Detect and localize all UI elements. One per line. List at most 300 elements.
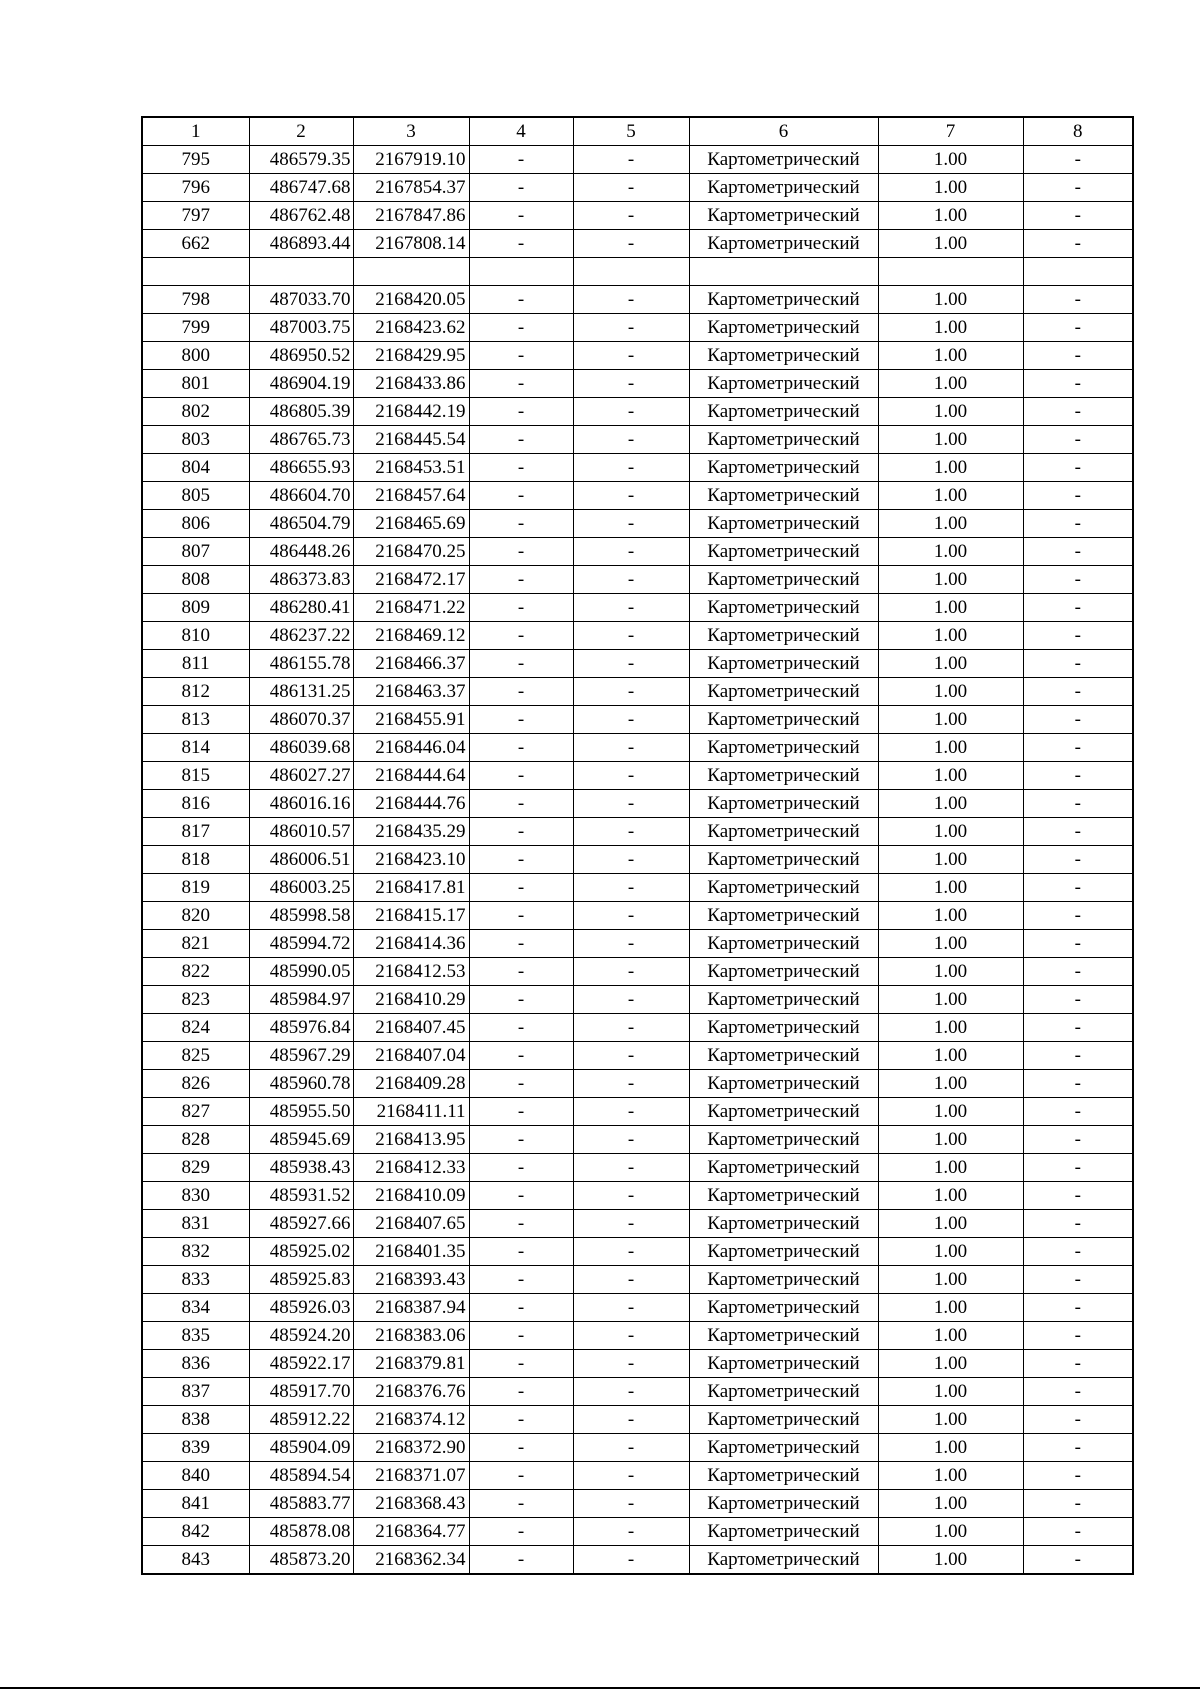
col5-cell: - [573,818,689,846]
table-row [142,1182,1133,1210]
accuracy-cell: 1.00 [878,174,1023,202]
col5-cell: - [573,1266,689,1294]
x-coordinate-cell: 485878.08 [249,1518,353,1546]
col8-cell: - [1023,230,1133,258]
col5-cell: - [573,370,689,398]
x-coordinate-cell: 485904.09 [249,1434,353,1462]
method-cell: Картометрический [689,1294,878,1322]
table-row [142,314,1133,342]
method-cell: Картометрический [689,930,878,958]
col8-cell: - [1023,678,1133,706]
method-cell: Картометрический [689,370,878,398]
col8-cell: - [1023,734,1133,762]
accuracy-cell: 1.00 [878,1182,1023,1210]
y-coordinate-cell: 2168412.33 [353,1154,469,1182]
x-coordinate-cell: 485960.78 [249,1070,353,1098]
col8-cell: - [1023,762,1133,790]
table-row [142,230,1133,258]
table-row [142,286,1133,314]
table-blank-row [142,258,1133,286]
point-number-cell: 843 [142,1546,249,1575]
x-coordinate-cell: 486762.48 [249,202,353,230]
method-cell: Картометрический [689,1546,878,1575]
col5-cell: - [573,286,689,314]
method-cell: Картометрический [689,454,878,482]
point-number-cell: 811 [142,650,249,678]
y-coordinate-cell: 2168412.53 [353,958,469,986]
point-number-cell: 831 [142,1210,249,1238]
col8-cell: - [1023,1182,1133,1210]
column-header: 7 [878,117,1023,146]
col8-cell: - [1023,594,1133,622]
col4-cell: - [469,426,573,454]
col5-cell: - [573,622,689,650]
x-coordinate-cell: 485873.20 [249,1546,353,1575]
point-number-cell: 803 [142,426,249,454]
col4-cell: - [469,1350,573,1378]
col8-cell: - [1023,1518,1133,1546]
col8-cell: - [1023,1322,1133,1350]
accuracy-cell: 1.00 [878,902,1023,930]
y-coordinate-cell: 2167847.86 [353,202,469,230]
column-header: 2 [249,117,353,146]
col4-cell: - [469,1210,573,1238]
table-row [142,1518,1133,1546]
col8-cell: - [1023,342,1133,370]
col5-cell: - [573,930,689,958]
point-number-cell: 809 [142,594,249,622]
col5-cell: - [573,1434,689,1462]
col8-cell: - [1023,1070,1133,1098]
method-cell: Картометрический [689,1462,878,1490]
point-number-cell: 816 [142,790,249,818]
x-coordinate-cell: 485924.20 [249,1322,353,1350]
table-row [142,818,1133,846]
col4-cell: - [469,230,573,258]
col8-cell [1023,258,1133,286]
col4-cell: - [469,1070,573,1098]
method-cell: Картометрический [689,230,878,258]
accuracy-cell: 1.00 [878,1210,1023,1238]
table-row [142,1154,1133,1182]
point-number-cell: 796 [142,174,249,202]
table-row [142,594,1133,622]
accuracy-cell: 1.00 [878,958,1023,986]
point-number-cell: 800 [142,342,249,370]
accuracy-cell: 1.00 [878,706,1023,734]
column-header: 4 [469,117,573,146]
accuracy-cell: 1.00 [878,1546,1023,1575]
col8-cell: - [1023,370,1133,398]
col5-cell: - [573,1546,689,1575]
table-row [142,1490,1133,1518]
col8-cell: - [1023,1294,1133,1322]
table-row [142,1294,1133,1322]
method-cell: Картометрический [689,1210,878,1238]
x-coordinate-cell: 486604.70 [249,482,353,510]
accuracy-cell: 1.00 [878,678,1023,706]
col8-cell: - [1023,1350,1133,1378]
point-number-cell: 804 [142,454,249,482]
method-cell: Картометрический [689,958,878,986]
point-number-cell: 823 [142,986,249,1014]
method-cell: Картометрический [689,902,878,930]
x-coordinate-cell: 486237.22 [249,622,353,650]
table-row [142,1098,1133,1126]
col5-cell: - [573,1378,689,1406]
col4-cell: - [469,1406,573,1434]
method-cell: Картометрический [689,762,878,790]
x-coordinate-cell: 485912.22 [249,1406,353,1434]
method-cell: Картометрический [689,1322,878,1350]
point-number-cell: 836 [142,1350,249,1378]
col8-cell: - [1023,1126,1133,1154]
y-coordinate-cell: 2168410.09 [353,1182,469,1210]
method-cell: Картометрический [689,1378,878,1406]
column-header: 3 [353,117,469,146]
accuracy-cell: 1.00 [878,594,1023,622]
point-number-cell: 822 [142,958,249,986]
point-number-cell: 838 [142,1406,249,1434]
accuracy-cell: 1.00 [878,1014,1023,1042]
col8-cell: - [1023,146,1133,174]
x-coordinate-cell: 485922.17 [249,1350,353,1378]
col4-cell: - [469,538,573,566]
point-number-cell: 832 [142,1238,249,1266]
page-bottom-rule [0,1687,1200,1689]
point-number-cell: 841 [142,1490,249,1518]
method-cell: Картометрический [689,1350,878,1378]
x-coordinate-cell: 485926.03 [249,1294,353,1322]
point-number-cell: 835 [142,1322,249,1350]
col4-cell: - [469,790,573,818]
method-cell: Картометрический [689,678,878,706]
table-row [142,902,1133,930]
x-coordinate-cell: 486155.78 [249,650,353,678]
x-coordinate-cell: 485927.66 [249,1210,353,1238]
y-coordinate-cell: 2168465.69 [353,510,469,538]
col5-cell: - [573,594,689,622]
y-coordinate-cell: 2168444.76 [353,790,469,818]
method-cell: Картометрический [689,650,878,678]
col4-cell: - [469,174,573,202]
method-cell: Картометрический [689,1406,878,1434]
col5-cell: - [573,202,689,230]
x-coordinate-cell: 486504.79 [249,510,353,538]
x-coordinate-cell: 486027.27 [249,762,353,790]
col4-cell: - [469,846,573,874]
table-row [142,426,1133,454]
col4-cell: - [469,342,573,370]
accuracy-cell: 1.00 [878,1294,1023,1322]
y-coordinate-cell: 2168401.35 [353,1238,469,1266]
point-number-cell: 817 [142,818,249,846]
x-coordinate-cell: 486131.25 [249,678,353,706]
y-coordinate-cell: 2168362.34 [353,1546,469,1575]
method-cell: Картометрический [689,594,878,622]
accuracy-cell: 1.00 [878,1462,1023,1490]
method-cell: Картометрический [689,818,878,846]
col4-cell: - [469,202,573,230]
accuracy-cell: 1.00 [878,1434,1023,1462]
table-row [142,1042,1133,1070]
y-coordinate-cell: 2168429.95 [353,342,469,370]
x-coordinate-cell: 486904.19 [249,370,353,398]
col5-cell: - [573,1070,689,1098]
x-coordinate-cell: 485994.72 [249,930,353,958]
col5-cell: - [573,1210,689,1238]
col5-cell: - [573,510,689,538]
point-number-cell: 810 [142,622,249,650]
table-row [142,1266,1133,1294]
col8-cell: - [1023,1042,1133,1070]
point-number-cell: 808 [142,566,249,594]
col5-cell: - [573,1294,689,1322]
y-coordinate-cell: 2168470.25 [353,538,469,566]
table-row [142,678,1133,706]
x-coordinate-cell: 485955.50 [249,1098,353,1126]
accuracy-cell: 1.00 [878,874,1023,902]
x-coordinate-cell: 485945.69 [249,1126,353,1154]
col5-cell: - [573,146,689,174]
y-coordinate-cell: 2168407.04 [353,1042,469,1070]
table-row [142,1406,1133,1434]
col4-cell: - [469,1126,573,1154]
coordinates-document [141,116,1132,1575]
y-coordinate-cell: 2168376.76 [353,1378,469,1406]
table-row [142,1462,1133,1490]
accuracy-cell: 1.00 [878,566,1023,594]
col4-cell: - [469,650,573,678]
x-coordinate-cell: 486070.37 [249,706,353,734]
table-row [142,482,1133,510]
point-number-cell: 818 [142,846,249,874]
accuracy-cell: 1.00 [878,1518,1023,1546]
method-cell: Картометрический [689,1182,878,1210]
accuracy-cell: 1.00 [878,986,1023,1014]
table-row [142,174,1133,202]
col5-cell: - [573,538,689,566]
method-cell: Картометрический [689,146,878,174]
col5-cell: - [573,174,689,202]
x-coordinate-cell: 486280.41 [249,594,353,622]
method-cell: Картометрический [689,1014,878,1042]
col4-cell: - [469,1154,573,1182]
method-cell: Картометрический [689,538,878,566]
col5-cell: - [573,398,689,426]
col5-cell: - [573,1238,689,1266]
table-row [142,1322,1133,1350]
col5-cell: - [573,762,689,790]
y-coordinate-cell: 2168409.28 [353,1070,469,1098]
col4-cell: - [469,1098,573,1126]
point-number-cell [142,258,249,286]
y-coordinate-cell: 2168457.64 [353,482,469,510]
col8-cell: - [1023,1546,1133,1575]
table-row [142,566,1133,594]
y-coordinate-cell: 2168393.43 [353,1266,469,1294]
col8-cell: - [1023,1210,1133,1238]
y-coordinate-cell: 2168442.19 [353,398,469,426]
col4-cell: - [469,1042,573,1070]
y-coordinate-cell: 2168379.81 [353,1350,469,1378]
y-coordinate-cell: 2168471.22 [353,594,469,622]
col4-cell: - [469,1490,573,1518]
point-number-cell: 815 [142,762,249,790]
accuracy-cell: 1.00 [878,622,1023,650]
accuracy-cell: 1.00 [878,650,1023,678]
point-number-cell: 819 [142,874,249,902]
col4-cell: - [469,482,573,510]
col8-cell: - [1023,426,1133,454]
col4-cell: - [469,1238,573,1266]
y-coordinate-cell: 2168368.43 [353,1490,469,1518]
accuracy-cell: 1.00 [878,1322,1023,1350]
table-row [142,1070,1133,1098]
col5-cell: - [573,650,689,678]
method-cell: Картометрический [689,986,878,1014]
method-cell: Картометрический [689,734,878,762]
y-coordinate-cell: 2168435.29 [353,818,469,846]
y-coordinate-cell [353,258,469,286]
col4-cell: - [469,1546,573,1575]
table-row [142,958,1133,986]
method-cell: Картометрический [689,1238,878,1266]
method-cell: Картометрический [689,426,878,454]
y-coordinate-cell: 2168455.91 [353,706,469,734]
col8-cell: - [1023,1266,1133,1294]
col5-cell: - [573,958,689,986]
point-number-cell: 797 [142,202,249,230]
x-coordinate-cell: 485990.05 [249,958,353,986]
x-coordinate-cell: 485967.29 [249,1042,353,1070]
accuracy-cell: 1.00 [878,398,1023,426]
table-row [142,650,1133,678]
col4-cell: - [469,1182,573,1210]
col4-cell: - [469,1378,573,1406]
accuracy-cell: 1.00 [878,1490,1023,1518]
coordinates-table [141,116,1134,1575]
y-coordinate-cell: 2168466.37 [353,650,469,678]
point-number-cell: 798 [142,286,249,314]
col5-cell: - [573,1098,689,1126]
method-cell: Картометрический [689,706,878,734]
col8-cell: - [1023,650,1133,678]
y-coordinate-cell: 2168420.05 [353,286,469,314]
col8-cell: - [1023,986,1133,1014]
x-coordinate-cell: 486039.68 [249,734,353,762]
point-number-cell: 805 [142,482,249,510]
col4-cell: - [469,566,573,594]
col5-cell: - [573,902,689,930]
col8-cell: - [1023,482,1133,510]
col8-cell: - [1023,566,1133,594]
method-cell: Картометрический [689,314,878,342]
table-header-row [142,117,1133,146]
point-number-cell: 813 [142,706,249,734]
x-coordinate-cell: 485883.77 [249,1490,353,1518]
table-row [142,1434,1133,1462]
method-cell: Картометрический [689,846,878,874]
col8-cell: - [1023,1378,1133,1406]
accuracy-cell: 1.00 [878,1238,1023,1266]
table-row [142,622,1133,650]
accuracy-cell: 1.00 [878,1070,1023,1098]
point-number-cell: 837 [142,1378,249,1406]
y-coordinate-cell: 2167854.37 [353,174,469,202]
point-number-cell: 807 [142,538,249,566]
col4-cell: - [469,902,573,930]
point-number-cell: 839 [142,1434,249,1462]
col8-cell: - [1023,818,1133,846]
accuracy-cell: 1.00 [878,314,1023,342]
y-coordinate-cell: 2168374.12 [353,1406,469,1434]
col5-cell: - [573,1154,689,1182]
x-coordinate-cell: 485925.83 [249,1266,353,1294]
x-coordinate-cell [249,258,353,286]
x-coordinate-cell: 486010.57 [249,818,353,846]
accuracy-cell: 1.00 [878,202,1023,230]
accuracy-cell: 1.00 [878,426,1023,454]
table-row [142,846,1133,874]
accuracy-cell: 1.00 [878,846,1023,874]
method-cell: Картометрический [689,1266,878,1294]
point-number-cell: 795 [142,146,249,174]
table-row [142,1546,1133,1575]
table-row [142,1210,1133,1238]
col5-cell: - [573,426,689,454]
point-number-cell: 829 [142,1154,249,1182]
table-row [142,1378,1133,1406]
table-row [142,510,1133,538]
method-cell: Картометрический [689,398,878,426]
y-coordinate-cell: 2168414.36 [353,930,469,958]
table-row [142,762,1133,790]
col4-cell [469,258,573,286]
col4-cell: - [469,1294,573,1322]
point-number-cell: 834 [142,1294,249,1322]
col5-cell: - [573,342,689,370]
y-coordinate-cell: 2168407.65 [353,1210,469,1238]
accuracy-cell: 1.00 [878,342,1023,370]
accuracy-cell: 1.00 [878,230,1023,258]
point-number-cell: 806 [142,510,249,538]
col5-cell: - [573,482,689,510]
table-row [142,202,1133,230]
accuracy-cell: 1.00 [878,734,1023,762]
accuracy-cell [878,258,1023,286]
accuracy-cell: 1.00 [878,1126,1023,1154]
method-cell: Картометрический [689,286,878,314]
y-coordinate-cell: 2167919.10 [353,146,469,174]
method-cell: Картометрический [689,622,878,650]
point-number-cell: 827 [142,1098,249,1126]
point-number-cell: 825 [142,1042,249,1070]
column-header: 1 [142,117,249,146]
col8-cell: - [1023,538,1133,566]
col8-cell: - [1023,1014,1133,1042]
table-row [142,874,1133,902]
point-number-cell: 820 [142,902,249,930]
accuracy-cell: 1.00 [878,454,1023,482]
accuracy-cell: 1.00 [878,1154,1023,1182]
method-cell: Картометрический [689,790,878,818]
table-row [142,1014,1133,1042]
y-coordinate-cell: 2168371.07 [353,1462,469,1490]
y-coordinate-cell: 2168423.62 [353,314,469,342]
table-row [142,1350,1133,1378]
accuracy-cell: 1.00 [878,790,1023,818]
